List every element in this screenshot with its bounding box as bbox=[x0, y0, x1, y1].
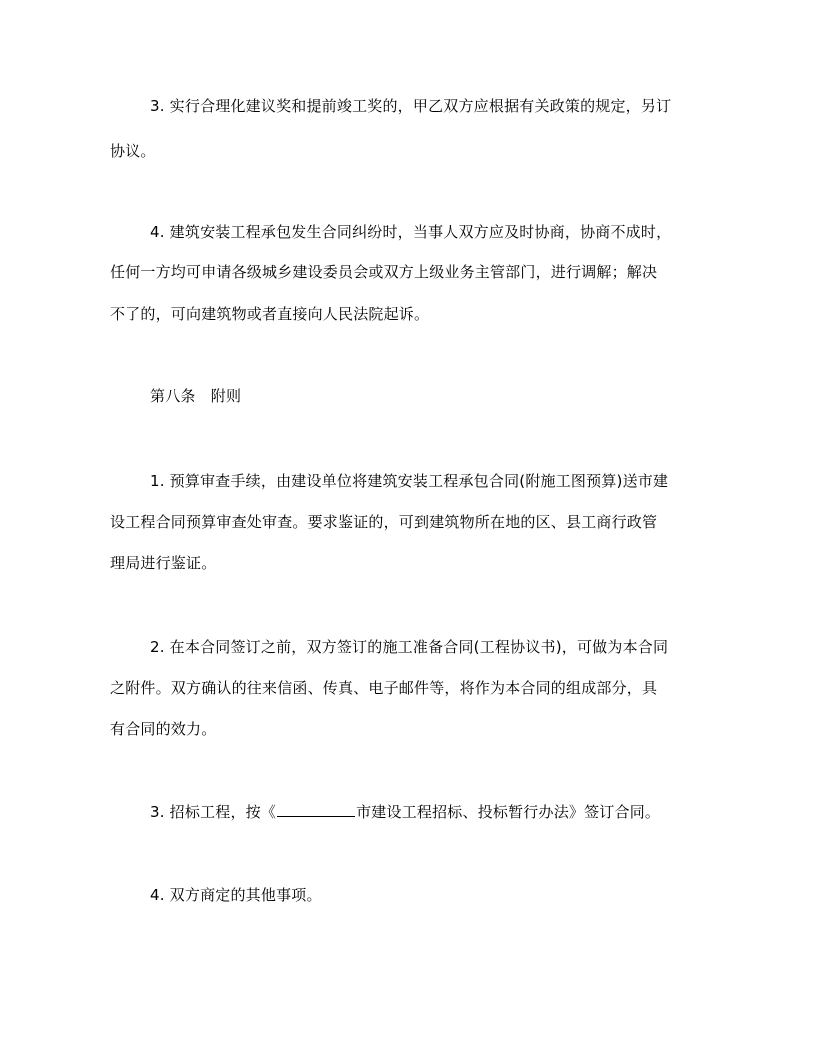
section-heading: 第八条 附则 bbox=[150, 387, 242, 405]
paragraph-line: 任何一方均可申请各级城乡建设委员会或双方上级业务主管部门，进行调解；解决 bbox=[110, 263, 658, 281]
paragraph-line: 4. 双方商定的其他事项。 bbox=[150, 886, 322, 904]
paragraph-line: 4. 建筑安装工程承包发生合同纠纷时，当事人双方应及时协商，协商不成时， bbox=[150, 223, 672, 241]
paragraph-line: 有合同的效力。 bbox=[110, 720, 217, 738]
paragraph-line: 1. 预算审查手续，由建设单位将建筑安装工程承包合同(附施工图预算)送市建 bbox=[150, 472, 669, 490]
paragraph-line: 理局进行鉴证。 bbox=[110, 554, 217, 572]
paragraph-line: 2. 在本合同签订之前，双方签订的施工准备合同(工程协议书)，可做为本合同 bbox=[150, 638, 669, 656]
paragraph-line: 不了的，可向建筑物或者直接向人民法院起诉。 bbox=[110, 305, 430, 323]
paragraph-line: 之附件。双方确认的往来信函、传真、电子邮件等，将作为本合同的组成部分，具 bbox=[110, 679, 658, 697]
fill-in-blank[interactable] bbox=[277, 802, 355, 817]
paragraph-line bbox=[150, 802, 660, 822]
paragraph-line: 协议。 bbox=[110, 142, 156, 160]
paragraph-line: 3. 实行合理化建议奖和提前竣工奖的，甲乙双方应根据有关政策的规定，另订 bbox=[150, 97, 672, 115]
line-prefix: 3. 招标工程，按《 bbox=[150, 803, 277, 821]
line-suffix: 市建设工程招标、投标暂行办法》签订合同。 bbox=[356, 803, 661, 821]
paragraph-line: 设工程合同预算审查处审查。要求鉴证的，可到建筑物所在地的区、县工商行政管 bbox=[110, 513, 658, 531]
